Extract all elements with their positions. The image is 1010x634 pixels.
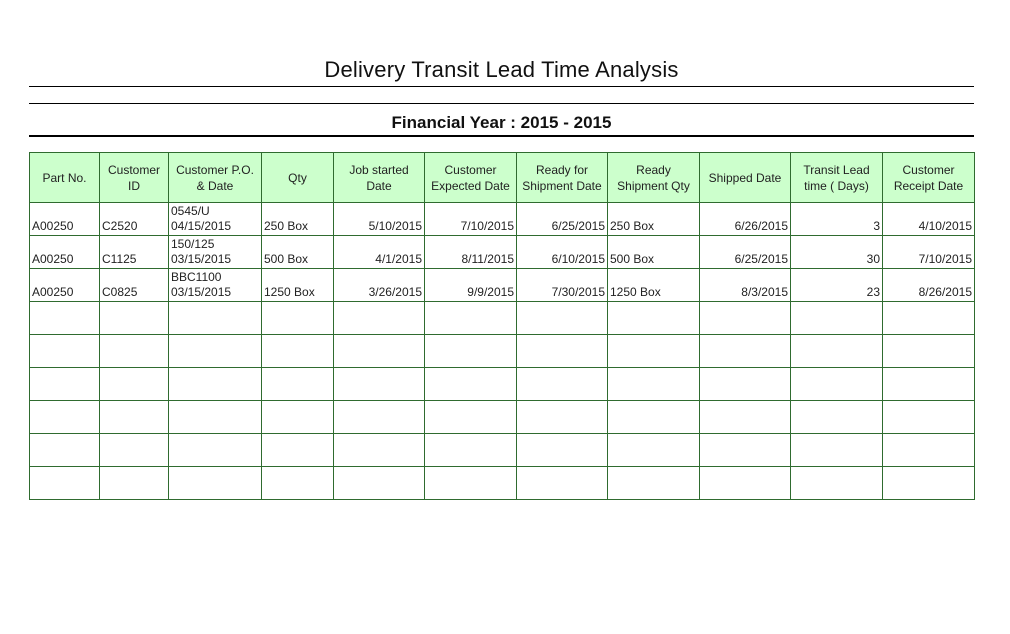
empty-cell xyxy=(791,434,883,467)
cell-ready-for-shipment: 6/25/2015 xyxy=(517,203,608,236)
empty-cell xyxy=(30,368,100,401)
cell-receipt-date: 7/10/2015 xyxy=(883,236,975,269)
empty-cell xyxy=(517,434,608,467)
cell-transit-days: 30 xyxy=(791,236,883,269)
empty-cell xyxy=(262,434,334,467)
empty-cell xyxy=(883,302,975,335)
cell-receipt-date: 4/10/2015 xyxy=(883,203,975,236)
header-shipped-date: Shipped Date xyxy=(700,153,791,203)
cell-part-no: A00250 xyxy=(30,236,100,269)
cell-transit-days: 3 xyxy=(791,203,883,236)
empty-cell xyxy=(700,434,791,467)
po-number: 0545/U xyxy=(171,204,210,218)
empty-cell xyxy=(425,467,517,500)
cell-customer-po xyxy=(169,236,262,269)
table-row xyxy=(30,236,975,269)
cell-shipped-date: 6/25/2015 xyxy=(700,236,791,269)
table-row xyxy=(30,203,975,236)
table-header-row xyxy=(30,153,975,203)
empty-cell xyxy=(517,368,608,401)
empty-cell xyxy=(883,401,975,434)
empty-cell xyxy=(262,401,334,434)
cell-ready-qty: 250 Box xyxy=(608,203,700,236)
cell-ready-for-shipment: 6/10/2015 xyxy=(517,236,608,269)
empty-cell xyxy=(425,335,517,368)
header-ready-for-shipment-date: Ready for Shipment Date xyxy=(517,153,608,203)
empty-cell xyxy=(30,401,100,434)
cell-qty: 500 Box xyxy=(262,236,334,269)
cell-shipped-date: 8/3/2015 xyxy=(700,269,791,302)
cell-job-started: 4/1/2015 xyxy=(334,236,425,269)
empty-cell xyxy=(334,302,425,335)
cell-part-no: A00250 xyxy=(30,203,100,236)
empty-cell xyxy=(608,335,700,368)
po-date: 03/15/2015 xyxy=(171,252,232,266)
cell-customer-po xyxy=(169,203,262,236)
cell-receipt-date: 8/26/2015 xyxy=(883,269,975,302)
cell-qty: 1250 Box xyxy=(262,269,334,302)
cell-customer-id: C1125 xyxy=(100,236,169,269)
cell-ready-qty: 1250 Box xyxy=(608,269,700,302)
empty-cell xyxy=(700,401,791,434)
report-title: Delivery Transit Lead Time Analysis xyxy=(324,57,679,82)
cell-customer-id: C2520 xyxy=(100,203,169,236)
empty-cell xyxy=(262,368,334,401)
empty-cell xyxy=(169,434,262,467)
header-customer-id: Customer ID xyxy=(100,153,169,203)
empty-cell xyxy=(169,467,262,500)
empty-cell xyxy=(169,302,262,335)
empty-cell xyxy=(169,401,262,434)
empty-cell xyxy=(791,335,883,368)
empty-cell xyxy=(100,368,169,401)
empty-table-row xyxy=(30,368,975,401)
table-row xyxy=(30,269,975,302)
empty-cell xyxy=(100,467,169,500)
empty-table-row xyxy=(30,401,975,434)
empty-cell xyxy=(262,335,334,368)
header-qty: Qty xyxy=(262,153,334,203)
empty-cell xyxy=(169,368,262,401)
cell-ready-qty: 500 Box xyxy=(608,236,700,269)
cell-customer-id: C0825 xyxy=(100,269,169,302)
empty-cell xyxy=(169,335,262,368)
header-transit-lead-time: Transit Lead time ( Days) xyxy=(791,153,883,203)
cell-job-started: 5/10/2015 xyxy=(334,203,425,236)
empty-cell xyxy=(262,302,334,335)
cell-transit-days: 23 xyxy=(791,269,883,302)
empty-cell xyxy=(608,401,700,434)
empty-cell xyxy=(791,467,883,500)
header-customer-receipt-date: Customer Receipt Date xyxy=(883,153,975,203)
empty-cell xyxy=(425,302,517,335)
empty-table-row xyxy=(30,467,975,500)
empty-cell xyxy=(700,467,791,500)
header-ready-shipment-qty: Ready Shipment Qty xyxy=(608,153,700,203)
po-number: 150/125 xyxy=(171,237,215,251)
empty-cell xyxy=(517,302,608,335)
header-customer-expected-date: Customer Expected Date xyxy=(425,153,517,203)
empty-cell xyxy=(517,401,608,434)
empty-cell xyxy=(883,434,975,467)
empty-cell xyxy=(425,434,517,467)
cell-qty: 250 Box xyxy=(262,203,334,236)
cell-customer-expected: 8/11/2015 xyxy=(425,236,517,269)
empty-table-row xyxy=(30,302,975,335)
title-underline xyxy=(29,86,974,87)
empty-cell xyxy=(334,401,425,434)
empty-cell xyxy=(334,434,425,467)
financial-year-label: Financial Year : 2015 - 2015 xyxy=(391,113,612,132)
empty-cell xyxy=(700,302,791,335)
empty-cell xyxy=(700,335,791,368)
cell-customer-expected: 9/9/2015 xyxy=(425,269,517,302)
empty-cell xyxy=(608,302,700,335)
empty-cell xyxy=(791,368,883,401)
empty-cell xyxy=(100,335,169,368)
cell-customer-expected: 7/10/2015 xyxy=(425,203,517,236)
empty-cell xyxy=(425,368,517,401)
empty-cell xyxy=(334,335,425,368)
empty-cell xyxy=(334,467,425,500)
po-date: 03/15/2015 xyxy=(171,285,232,299)
empty-cell xyxy=(30,467,100,500)
empty-cell xyxy=(517,335,608,368)
cell-shipped-date: 6/26/2015 xyxy=(700,203,791,236)
empty-cell xyxy=(883,335,975,368)
empty-rows xyxy=(30,302,975,500)
subtitle-underline xyxy=(29,135,974,137)
empty-cell xyxy=(608,368,700,401)
empty-cell xyxy=(334,368,425,401)
empty-cell xyxy=(30,302,100,335)
po-number: BBC1100 xyxy=(171,270,222,284)
lead-time-table xyxy=(29,152,975,500)
po-date: 04/15/2015 xyxy=(171,219,232,233)
empty-cell xyxy=(30,335,100,368)
empty-cell xyxy=(262,467,334,500)
empty-cell xyxy=(608,434,700,467)
empty-cell xyxy=(791,302,883,335)
empty-cell xyxy=(791,401,883,434)
empty-cell xyxy=(425,401,517,434)
header-customer-po-date: Customer P.O. & Date xyxy=(169,153,262,203)
empty-cell xyxy=(517,467,608,500)
cell-job-started: 3/26/2015 xyxy=(334,269,425,302)
cell-customer-po xyxy=(169,269,262,302)
empty-cell xyxy=(100,434,169,467)
empty-cell xyxy=(608,467,700,500)
title-divider xyxy=(29,103,974,104)
empty-cell xyxy=(700,368,791,401)
empty-cell xyxy=(883,467,975,500)
cell-part-no: A00250 xyxy=(30,269,100,302)
empty-table-row xyxy=(30,434,975,467)
empty-cell xyxy=(100,401,169,434)
empty-cell xyxy=(883,368,975,401)
empty-cell xyxy=(30,434,100,467)
empty-cell xyxy=(100,302,169,335)
cell-ready-for-shipment: 7/30/2015 xyxy=(517,269,608,302)
empty-table-row xyxy=(30,335,975,368)
header-job-started-date: Job started Date xyxy=(334,153,425,203)
header-part-no: Part No. xyxy=(30,153,100,203)
